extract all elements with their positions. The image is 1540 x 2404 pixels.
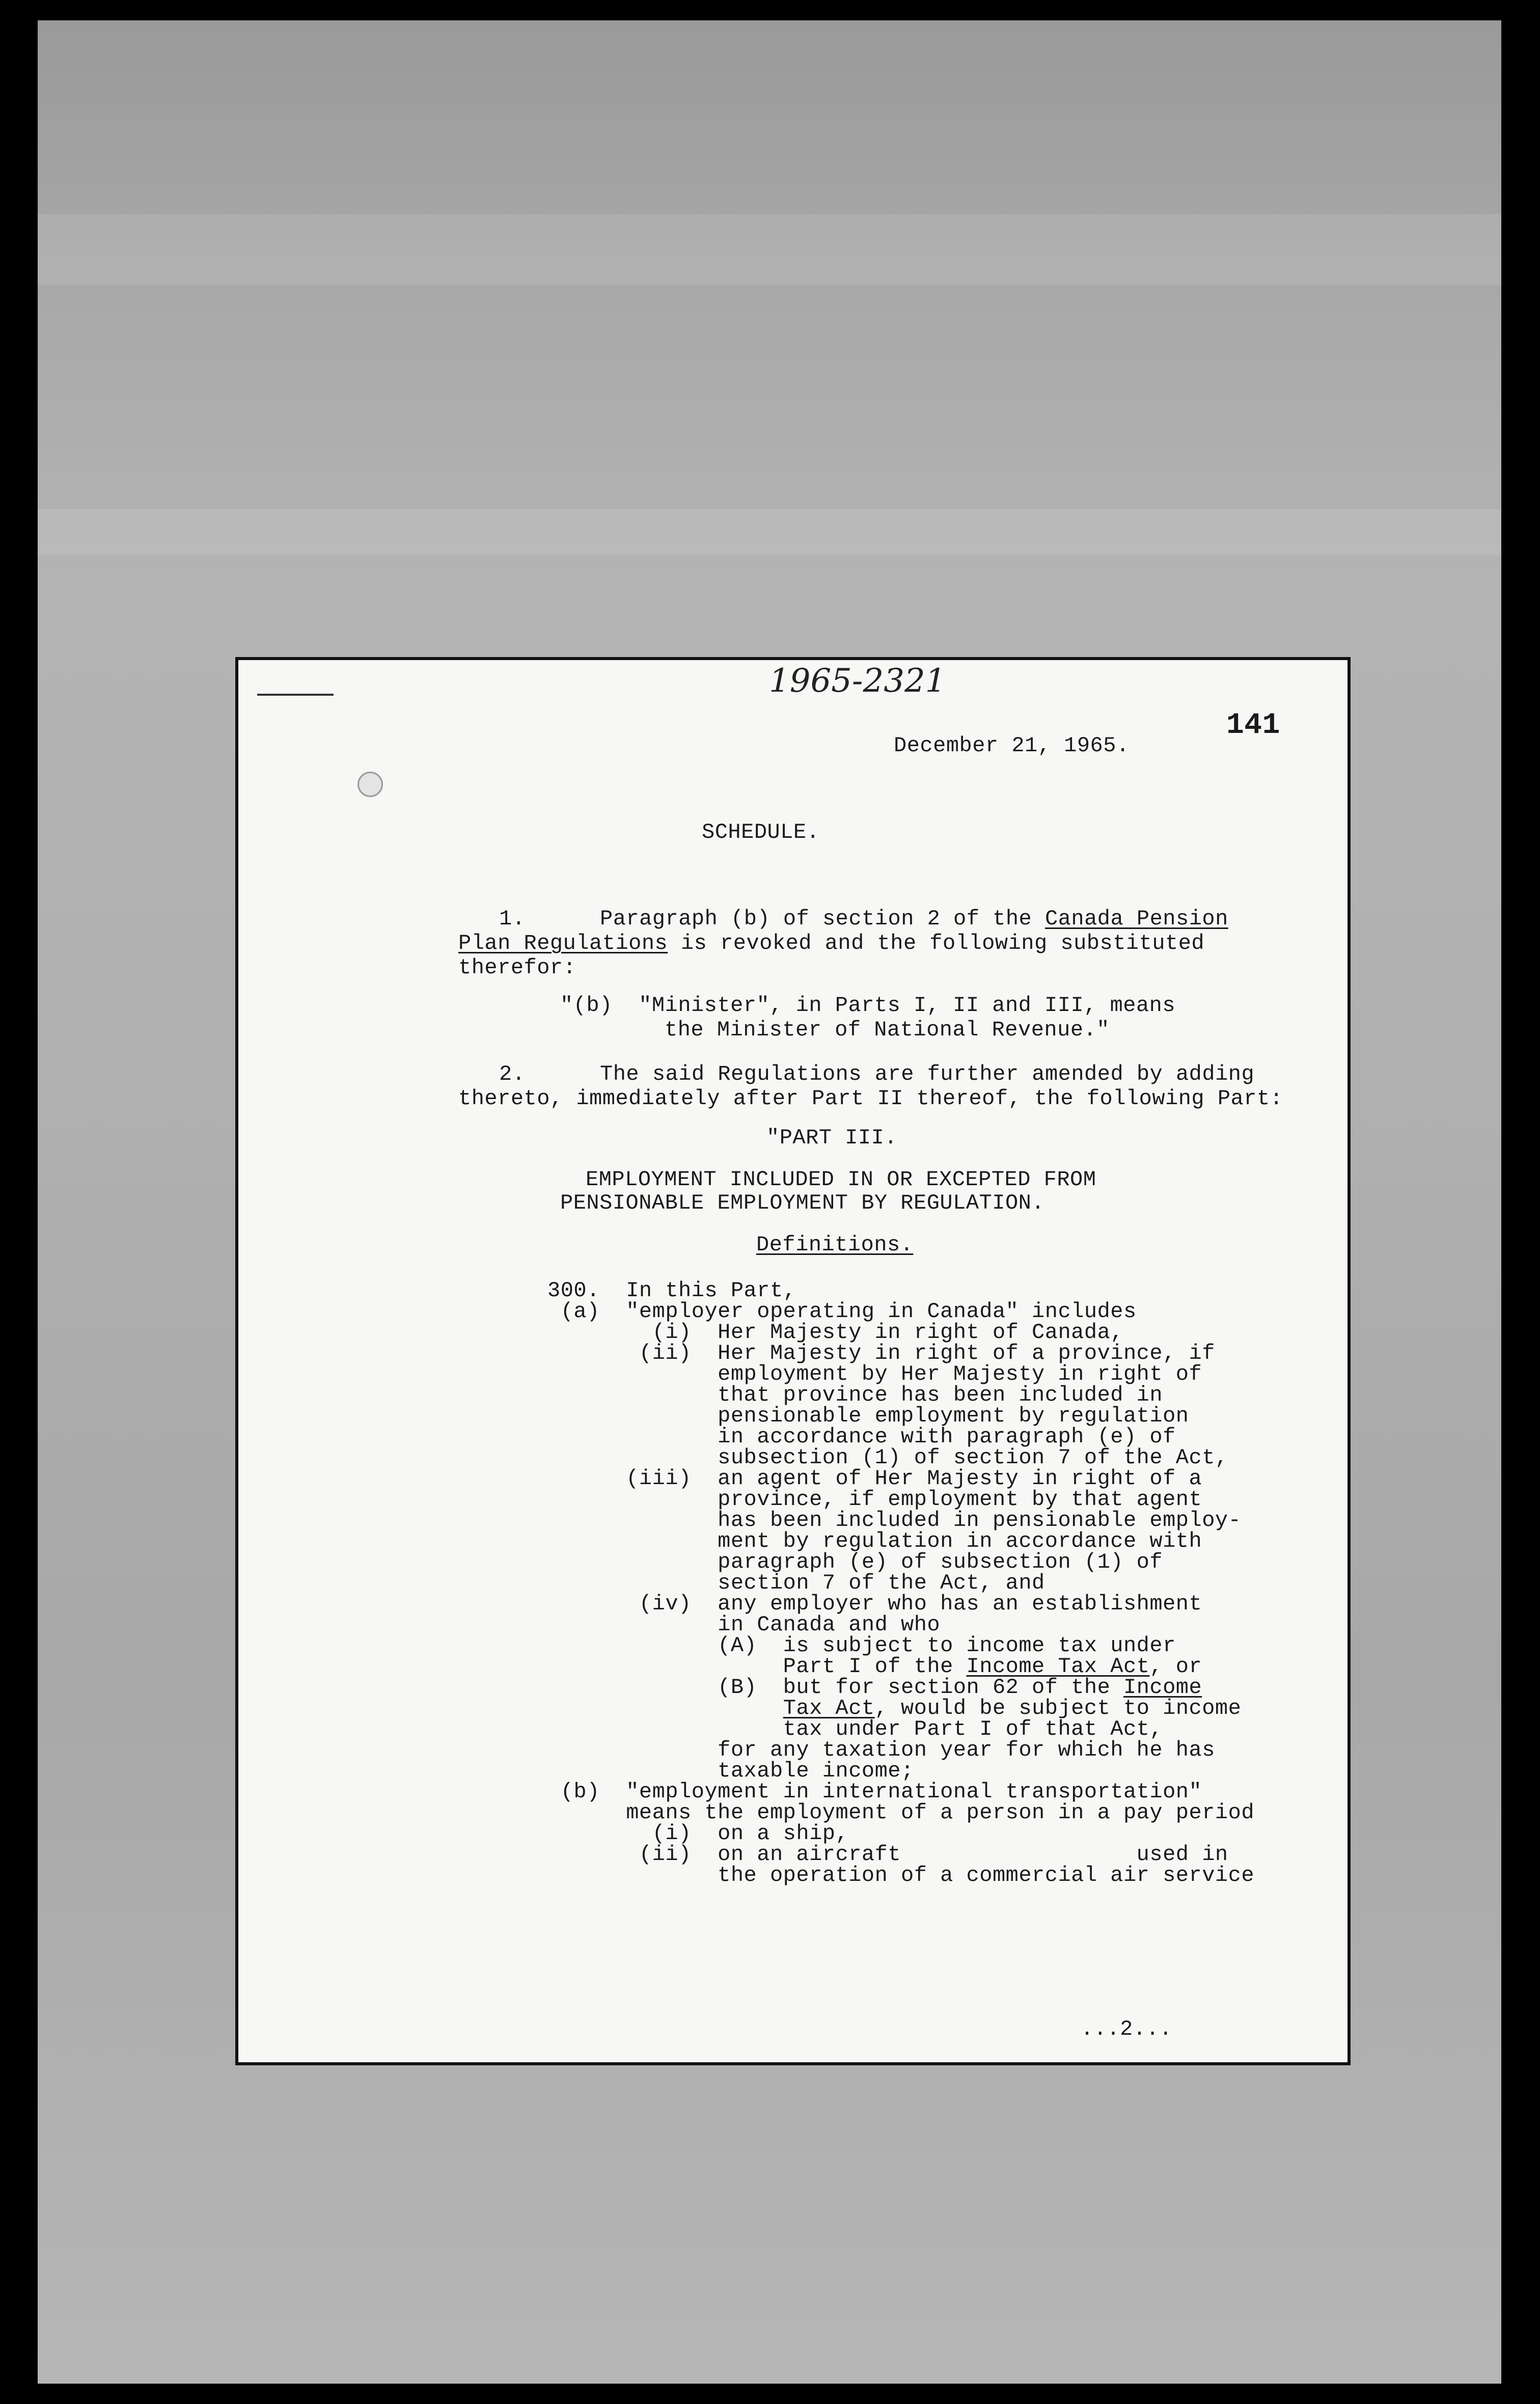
page-mark xyxy=(257,694,334,696)
definition-line: section 7 of the Act, and xyxy=(547,1571,1045,1595)
definition-line: (A) is subject to income tax under xyxy=(547,1633,1176,1658)
definition-line: (B) but for section 62 of the Income xyxy=(547,1675,1202,1700)
definition-line: province, if employment by that agent xyxy=(547,1487,1202,1512)
stamp-number: 141 xyxy=(1226,709,1280,742)
definition-line: in accordance with paragraph (e) of xyxy=(547,1425,1176,1449)
punch-hole xyxy=(358,772,383,797)
definition-line: (b) "employment in international transportation" xyxy=(547,1780,1202,1804)
definition-line: (a) "employer operating in Canada" includes xyxy=(547,1299,1137,1324)
definition-line: subsection (1) of section 7 of the Act, xyxy=(547,1445,1228,1470)
film-band xyxy=(23,509,1516,555)
section-text: therefor: xyxy=(458,955,576,980)
section-text: The said Regulations are further amended by adding xyxy=(600,1062,1255,1086)
definition-line: 300. In this Part, xyxy=(547,1278,796,1303)
section-number: 1. xyxy=(499,907,526,931)
quoted-definition: "(b) "Minister", in Parts I, II and III, means xyxy=(560,993,1176,1018)
definition-line: (iv) any employer who has an establishment xyxy=(547,1592,1202,1616)
schedule-heading: SCHEDULE. xyxy=(702,820,820,844)
definitions-heading: Definitions. xyxy=(756,1233,914,1257)
section-text: Plan Regulations is revoked and the following substituted xyxy=(458,931,1205,955)
definition-line: tax under Part I of that Act, xyxy=(547,1717,1163,1741)
quoted-definition: the Minister of National Revenue." xyxy=(665,1018,1110,1042)
definition-line: ment by regulation in accordance with xyxy=(547,1529,1202,1553)
definition-line: for any taxation year for which he has xyxy=(547,1738,1215,1762)
definition-line: means the employment of a person in a pay period xyxy=(547,1800,1255,1825)
definition-line: (i) on a ship, xyxy=(547,1821,849,1846)
definition-line: the operation of a commercial air service xyxy=(547,1863,1255,1888)
definition-line: (iii) an agent of Her Majesty in right of a xyxy=(547,1466,1202,1491)
handwritten-number: 1965-2321 xyxy=(769,662,946,700)
section-text: thereto, immediately after Part II thereof, the following Part: xyxy=(458,1086,1283,1111)
definition-line: that province has been included in xyxy=(547,1383,1163,1407)
page-continuation: ...2... xyxy=(1081,2017,1172,2041)
film-edge-left xyxy=(23,20,38,2384)
section-text: Paragraph (b) of section 2 of the Canada Pension xyxy=(600,907,1228,931)
part-subtitle: PENSIONABLE EMPLOYMENT BY REGULATION. xyxy=(560,1191,1045,1215)
definition-line: employment by Her Majesty in right of xyxy=(547,1362,1202,1386)
definition-line: paragraph (e) of subsection (1) of xyxy=(547,1550,1163,1574)
definition-line: (ii) Her Majesty in right of a province, if xyxy=(547,1341,1215,1365)
definition-line: Part I of the Income Tax Act, or xyxy=(547,1654,1202,1679)
part-title: "PART III. xyxy=(766,1126,898,1150)
film-band xyxy=(23,214,1516,285)
definition-line: pensionable employment by regulation xyxy=(547,1404,1189,1428)
part-subtitle: EMPLOYMENT INCLUDED IN OR EXCEPTED FROM xyxy=(586,1167,1096,1192)
definition-line: Tax Act, would be subject to income xyxy=(783,1696,1242,1720)
definition-line: (ii) on an aircraft used in xyxy=(547,1842,1228,1867)
document-date: December 21, 1965. xyxy=(894,733,1130,758)
definition-line: (i) Her Majesty in right of Canada, xyxy=(547,1320,1123,1345)
film-edge-right xyxy=(1501,20,1516,2384)
section-number: 2. xyxy=(499,1062,526,1086)
definition-line: in Canada and who xyxy=(547,1613,941,1637)
definition-line: taxable income; xyxy=(547,1759,914,1783)
definition-line: has been included in pensionable employ- xyxy=(547,1508,1242,1533)
